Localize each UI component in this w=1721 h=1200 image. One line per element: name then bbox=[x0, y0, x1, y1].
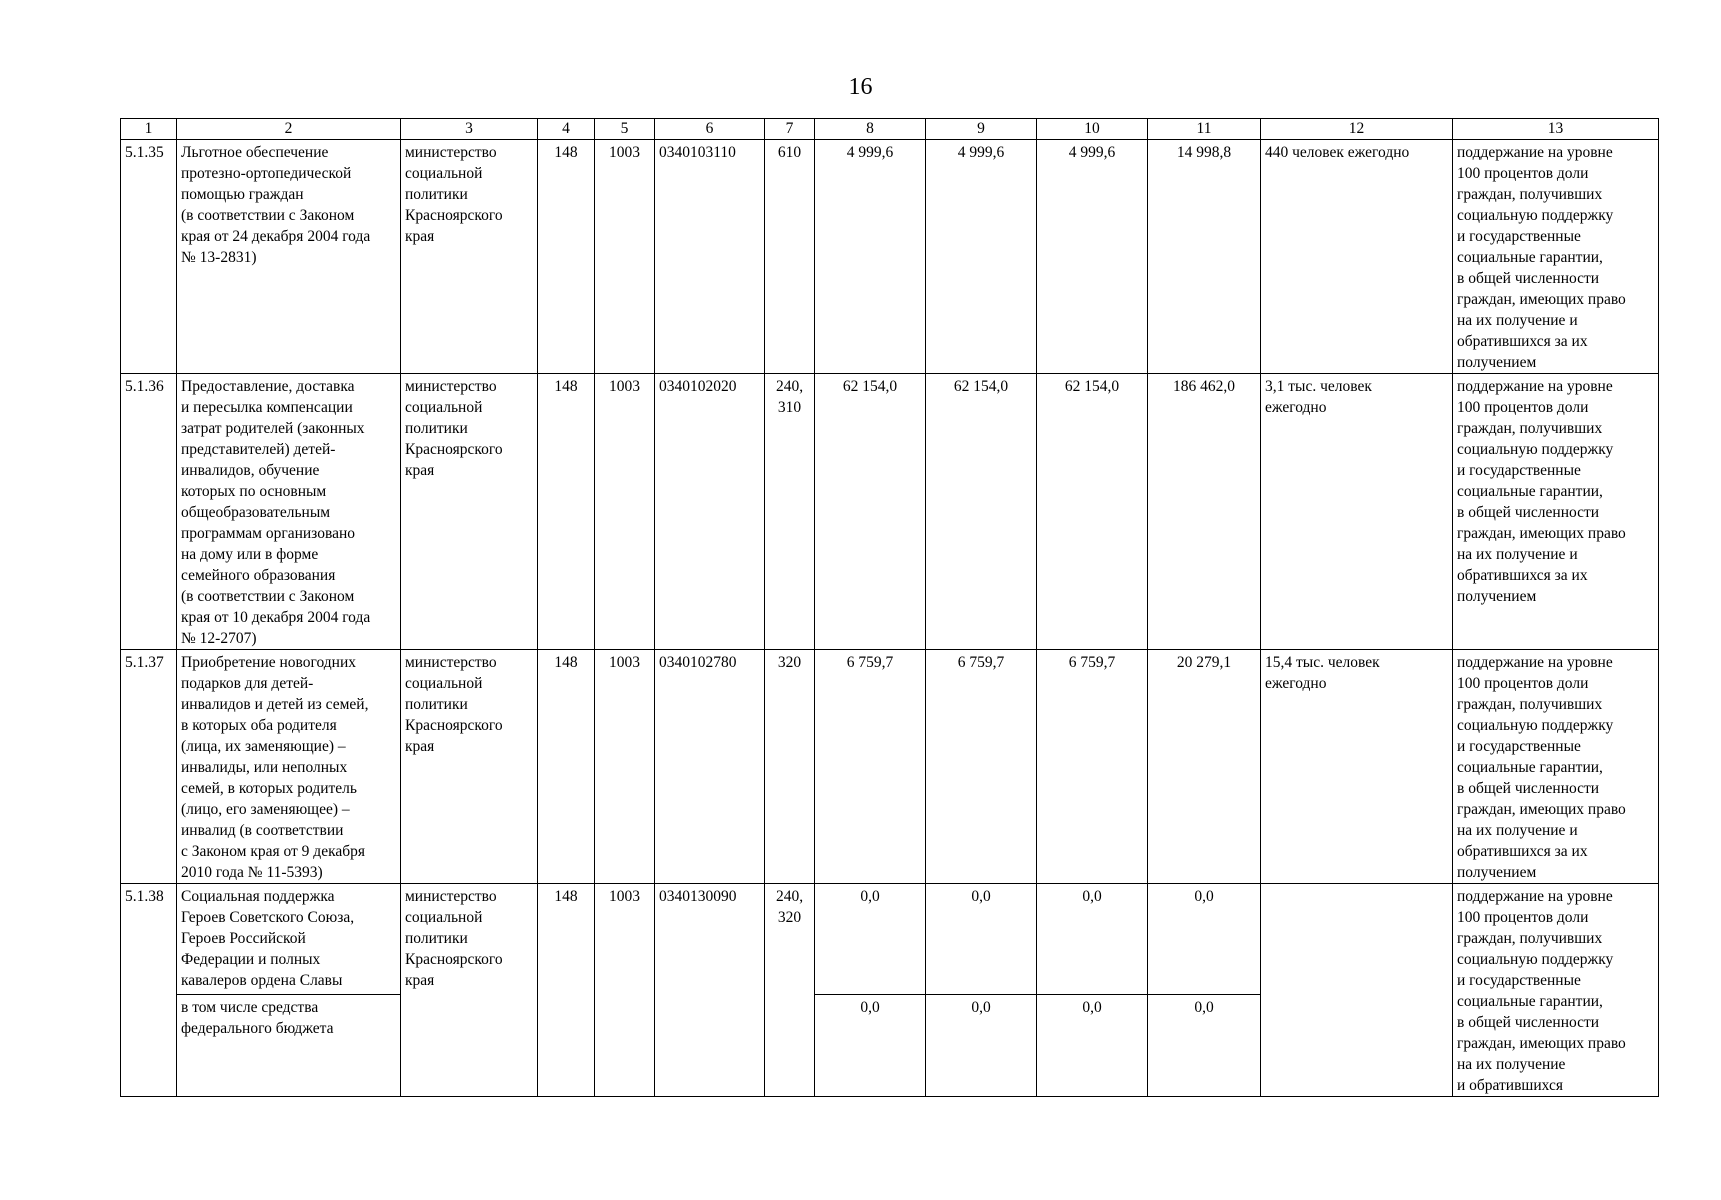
amount-year-3: 62 154,0 bbox=[1037, 374, 1148, 650]
row-number: 5.1.35 bbox=[121, 140, 177, 374]
grbs-code: 148 bbox=[538, 884, 595, 1097]
amount-year-1: 6 759,7 bbox=[815, 650, 926, 884]
expected-result: 440 человек ежегодно bbox=[1261, 140, 1453, 374]
amount-total: 186 462,0 bbox=[1148, 374, 1261, 650]
amount-year-1: 62 154,0 bbox=[815, 374, 926, 650]
section-code: 1003 bbox=[595, 374, 655, 650]
executor: министерство социальной политики Красноярского края bbox=[401, 650, 538, 884]
target-code: 0340102780 bbox=[655, 650, 765, 884]
row-number: 5.1.37 bbox=[121, 650, 177, 884]
amount-year-2: 6 759,7 bbox=[926, 650, 1037, 884]
header-cell: 4 bbox=[538, 119, 595, 140]
header-cell: 5 bbox=[595, 119, 655, 140]
amount-year-1: 0,0 bbox=[815, 995, 926, 1097]
goal-text: поддержание на уровне 100 процентов доли граждан, получивших социальную поддержку и государственные социальные гарантии, в общей численности граждан, имеющих право на их получение и обратившихся за их получением bbox=[1453, 374, 1659, 650]
grbs-code: 148 bbox=[538, 650, 595, 884]
page-number: 16 bbox=[848, 74, 873, 100]
section-code: 1003 bbox=[595, 140, 655, 374]
grbs-code: 148 bbox=[538, 140, 595, 374]
amount-year-3: 6 759,7 bbox=[1037, 650, 1148, 884]
header-cell: 1 bbox=[121, 119, 177, 140]
header-cell: 10 bbox=[1037, 119, 1148, 140]
table-row bbox=[121, 374, 1659, 650]
measure-name: Приобретение новогодних подарков для детей- инвалидов и детей из семей, в которых оба родителя (лица, их заменяющие) – инвалиды, или неполных семей, в которых родитель (лицо, его заменяющее) – инвалид (в соответствии с Законом края от 9 декабря 2010 года № 11-5393) bbox=[177, 650, 401, 884]
header-cell: 11 bbox=[1148, 119, 1261, 140]
table-row bbox=[121, 884, 1659, 995]
amount-year-2: 62 154,0 bbox=[926, 374, 1037, 650]
amount-year-3: 0,0 bbox=[1037, 995, 1148, 1097]
amount-year-2: 0,0 bbox=[926, 884, 1037, 995]
header-cell: 3 bbox=[401, 119, 538, 140]
expected-result: 3,1 тыс. человек ежегодно bbox=[1261, 374, 1453, 650]
header-cell: 6 bbox=[655, 119, 765, 140]
grbs-code: 148 bbox=[538, 374, 595, 650]
expense-type: 320 bbox=[765, 650, 815, 884]
header-cell: 12 bbox=[1261, 119, 1453, 140]
budget-table bbox=[120, 118, 1659, 1097]
measure-name: Предоставление, доставка и пересылка компенсации затрат родителей (законных представителей) детей- инвалидов, обучение которых по основным общеобразовательным программам организовано на дому или в форме семейного образования (в соответствии с Законом края от 10 декабря 2004 года № 12-2707) bbox=[177, 374, 401, 650]
expense-type: 240, 320 bbox=[765, 884, 815, 1097]
subrow-name: в том числе средства федерального бюджета bbox=[177, 995, 401, 1097]
amount-year-1: 0,0 bbox=[815, 884, 926, 995]
goal-text: поддержание на уровне 100 процентов доли граждан, получивших социальную поддержку и государственные социальные гарантии, в общей численности граждан, имеющих право на их получение и обратившихся bbox=[1453, 884, 1659, 1097]
section-code: 1003 bbox=[595, 650, 655, 884]
amount-total: 0,0 bbox=[1148, 884, 1261, 995]
header-row bbox=[121, 119, 1659, 140]
header-cell: 2 bbox=[177, 119, 401, 140]
target-code: 0340130090 bbox=[655, 884, 765, 1097]
header-cell: 8 bbox=[815, 119, 926, 140]
amount-year-3: 0,0 bbox=[1037, 884, 1148, 995]
amount-year-1: 4 999,6 bbox=[815, 140, 926, 374]
header-cell: 13 bbox=[1453, 119, 1659, 140]
goal-text: поддержание на уровне 100 процентов доли граждан, получивших социальную поддержку и государственные социальные гарантии, в общей численности граждан, имеющих право на их получение и обратившихся за их получением bbox=[1453, 140, 1659, 374]
expected-result: 15,4 тыс. человек ежегодно bbox=[1261, 650, 1453, 884]
expected-result bbox=[1261, 884, 1453, 1097]
amount-total: 14 998,8 bbox=[1148, 140, 1261, 374]
expense-type: 610 bbox=[765, 140, 815, 374]
executor: министерство социальной политики Красноярского края bbox=[401, 140, 538, 374]
table-row bbox=[121, 650, 1659, 884]
section-code: 1003 bbox=[595, 884, 655, 1097]
row-number: 5.1.38 bbox=[121, 884, 177, 1097]
goal-text: поддержание на уровне 100 процентов доли граждан, получивших социальную поддержку и государственные социальные гарантии, в общей численности граждан, имеющих право на их получение и обратившихся за их получением bbox=[1453, 650, 1659, 884]
amount-year-3: 4 999,6 bbox=[1037, 140, 1148, 374]
amount-year-2: 4 999,6 bbox=[926, 140, 1037, 374]
header-cell: 9 bbox=[926, 119, 1037, 140]
executor: министерство социальной политики Красноярского края bbox=[401, 884, 538, 1097]
amount-year-2: 0,0 bbox=[926, 995, 1037, 1097]
expense-type: 240, 310 bbox=[765, 374, 815, 650]
header-cell: 7 bbox=[765, 119, 815, 140]
amount-total: 0,0 bbox=[1148, 995, 1261, 1097]
table-row bbox=[121, 140, 1659, 374]
row-number: 5.1.36 bbox=[121, 374, 177, 650]
measure-name: Льготное обеспечение протезно-ортопедической помощью граждан (в соответствии с Законом края от 24 декабря 2004 года № 13-2831) bbox=[177, 140, 401, 374]
amount-total: 20 279,1 bbox=[1148, 650, 1261, 884]
executor: министерство социальной политики Красноярского края bbox=[401, 374, 538, 650]
target-code: 0340102020 bbox=[655, 374, 765, 650]
target-code: 0340103110 bbox=[655, 140, 765, 374]
measure-name: Социальная поддержка Героев Советского Союза, Героев Российской Федерации и полных кавалеров ордена Славы bbox=[177, 884, 401, 995]
